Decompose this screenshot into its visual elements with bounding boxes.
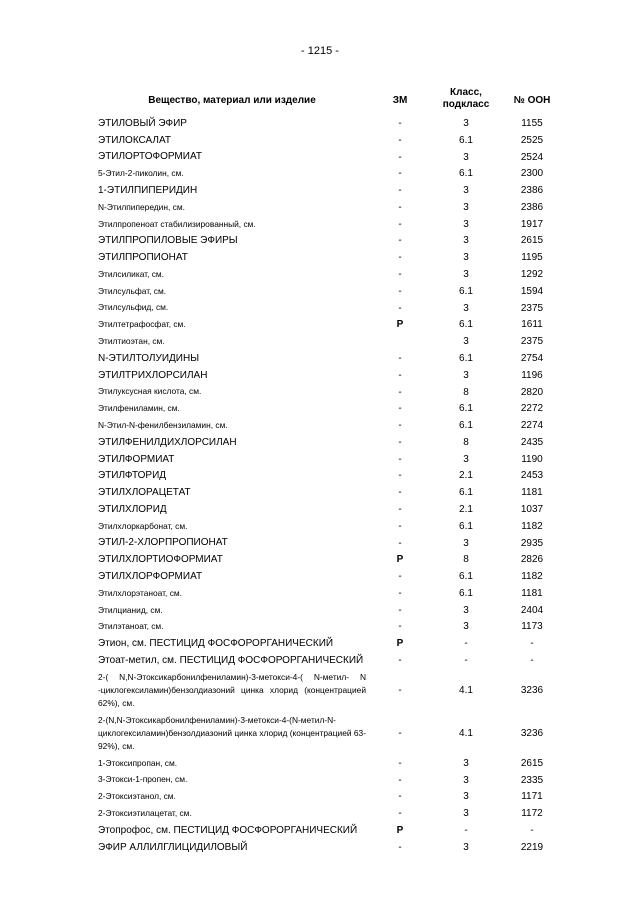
row-class: 3 xyxy=(463,453,469,465)
row-substance-name: 2-Этоксиэтанол, см. xyxy=(98,791,176,802)
row-un-number: 1181 xyxy=(521,487,543,499)
table-row xyxy=(98,568,578,585)
row-class: 6.1 xyxy=(459,487,473,499)
row-class: 3 xyxy=(463,621,469,633)
row-zm: - xyxy=(398,571,402,583)
row-class: 3 xyxy=(463,118,469,129)
row-substance-name: Этилсульфид, см. xyxy=(98,302,169,313)
row-class: 2.1 xyxy=(459,470,473,482)
table-row xyxy=(98,484,578,501)
row-class: 3 xyxy=(463,791,469,803)
row-zm: - xyxy=(398,841,402,853)
table-row xyxy=(98,216,578,233)
row-substance-name: 1-Этоксипропан, см. xyxy=(98,757,178,768)
row-zm: - xyxy=(398,453,402,465)
row-zm: - xyxy=(398,151,402,163)
row-zm: - xyxy=(398,470,402,482)
row-substance-name: Этилэтаноат, см. xyxy=(98,621,164,632)
row-class: 8 xyxy=(463,554,469,566)
row-un-number: 2272 xyxy=(520,403,544,415)
row-substance-name: Этион, см. ПЕСТИЦИД ФОСФОРОРГАНИЧЕСКИЙ xyxy=(98,638,334,650)
row-substance-name: ЭТИЛХЛОРФОРМИАТ xyxy=(98,570,203,582)
row-class: 3 xyxy=(463,841,469,853)
row-zm: - xyxy=(398,774,402,786)
row-class: 3 xyxy=(463,808,469,820)
table-row xyxy=(98,132,578,149)
table-row xyxy=(98,350,578,367)
row-zm: - xyxy=(398,252,402,264)
row-un-number: - xyxy=(530,638,534,650)
row-un-number: 2404 xyxy=(520,604,544,616)
row-class: 2.1 xyxy=(459,503,473,515)
row-substance-name: Этопрофос, см. ПЕСТИЦИД ФОСФОРОРГАНИЧЕСКИЙ xyxy=(98,824,358,836)
row-un-number: 1181 xyxy=(521,587,543,599)
row-un-number: 1171 xyxy=(521,791,543,803)
row-substance-name: Этилфениламин, см. xyxy=(98,403,180,414)
table-row xyxy=(98,551,578,568)
row-un-number: 1195 xyxy=(521,252,543,264)
row-zm: - xyxy=(398,727,402,739)
row-substance-name: 2-( N,N-Этоксикарбонилфениламин)-3-метокси-4-( N-метил- N -циклогексиламин)бензолдиазоний цинка хлорид (концентрацией 62%), см. xyxy=(98,671,366,708)
page-number: - 1215 - xyxy=(301,45,339,57)
row-zm: - xyxy=(398,302,402,314)
row-substance-name: ЭТИЛОРТОФОРМИАТ xyxy=(98,151,202,163)
row-zm: - xyxy=(398,520,402,532)
header-class-line2: подкласс xyxy=(442,99,490,110)
row-substance-name: Этилхлорэтаноат, см. xyxy=(98,587,182,598)
row-zm: - xyxy=(398,587,402,599)
table-row xyxy=(98,602,578,619)
row-class: 6.1 xyxy=(459,285,473,297)
table-row xyxy=(98,400,578,417)
row-class: 6.1 xyxy=(459,571,473,583)
row-substance-name: 5-Этил-2-пиколин, см. xyxy=(98,168,184,179)
row-un-number: 1182 xyxy=(521,520,543,532)
table-row xyxy=(98,367,578,384)
table-row xyxy=(98,805,578,822)
row-un-number: 2375 xyxy=(520,302,544,314)
row-un-number: 3236 xyxy=(520,684,544,696)
table-row xyxy=(98,316,578,333)
row-un-number: 2826 xyxy=(520,554,544,566)
row-un-number: 2219 xyxy=(520,841,544,853)
table-row xyxy=(98,232,578,249)
row-class: 6.1 xyxy=(459,587,473,599)
row-class: 3 xyxy=(463,218,469,230)
row-substance-name: ЭФИР АЛЛИЛГЛИЦИДИЛОВЫЙ xyxy=(98,841,248,853)
row-substance-name: ЭТИЛПРОПИЛОВЫЕ ЭФИРЫ xyxy=(98,235,238,247)
row-class: - xyxy=(464,638,468,650)
table-row xyxy=(98,165,578,182)
row-zm: - xyxy=(398,487,402,499)
row-substance-name: ЭТИЛХЛОРТИОФОРМИАТ xyxy=(98,554,223,566)
row-class: 6.1 xyxy=(459,403,473,415)
row-class: 3 xyxy=(463,757,469,769)
row-class: - xyxy=(464,824,468,836)
row-un-number: - xyxy=(530,655,534,666)
row-un-number: 2524 xyxy=(520,151,544,163)
row-class: 8 xyxy=(463,436,469,448)
row-zm: - xyxy=(398,604,402,616)
row-un-number: 2300 xyxy=(520,168,544,180)
row-class: 3 xyxy=(463,235,469,247)
table-row xyxy=(98,199,578,216)
row-un-number: 2615 xyxy=(520,757,544,769)
table-row xyxy=(98,266,578,283)
row-un-number: 2335 xyxy=(520,774,544,786)
table-row xyxy=(98,585,578,602)
row-class: - xyxy=(464,655,468,666)
row-substance-name: ЭТИЛФТОРИД xyxy=(98,470,167,482)
row-zm: - xyxy=(398,185,402,197)
row-substance-name: Этилпропеноат стабилизированный, см. xyxy=(98,218,256,229)
row-zm: - xyxy=(398,757,402,769)
row-substance-name: ЭТИЛФЕНИЛДИХЛОРСИЛАН xyxy=(98,436,237,448)
row-un-number: 2935 xyxy=(520,537,544,549)
row-un-number: 2453 xyxy=(520,470,544,482)
table-row xyxy=(98,839,578,856)
row-substance-name: 2-Этоксиэтилацетат, см. xyxy=(98,808,192,819)
table-row xyxy=(98,115,578,132)
row-un-number: 1037 xyxy=(520,503,544,515)
table-row xyxy=(98,149,578,166)
row-class: 3 xyxy=(463,302,469,314)
row-class: 6.1 xyxy=(459,352,473,364)
row-zm: - xyxy=(398,218,402,230)
row-zm: - xyxy=(398,285,402,297)
row-un-number: 2754 xyxy=(520,352,544,364)
row-substance-name: ЭТИЛФОРМИАТ xyxy=(98,453,175,465)
row-substance-name: ЭТИЛХЛОРАЦЕТАТ xyxy=(98,487,191,499)
row-un-number: 2435 xyxy=(520,436,544,448)
row-substance-name: ЭТИЛОКСАЛАТ xyxy=(98,134,171,146)
row-un-number: 1155 xyxy=(521,118,543,129)
row-un-number: 1172 xyxy=(521,808,543,820)
row-un-number: 1196 xyxy=(521,369,543,381)
row-un-number: 1292 xyxy=(520,269,544,281)
row-un-number: 1190 xyxy=(521,453,543,465)
row-class: 4.1 xyxy=(459,684,473,696)
row-substance-name: Этилцианид, см. xyxy=(98,604,163,615)
row-zm: - xyxy=(398,537,402,549)
table-row xyxy=(98,535,578,552)
row-zm: - xyxy=(398,791,402,803)
row-zm: - xyxy=(398,369,402,381)
row-substance-name: Этилсиликат, см. xyxy=(98,268,165,279)
row-zm: - xyxy=(398,269,402,281)
row-un-number: - xyxy=(530,824,534,836)
header-name: Вещество, материал или изделие xyxy=(148,95,316,106)
header-zm: ЗМ xyxy=(392,95,408,106)
row-class: 6.1 xyxy=(459,520,473,532)
row-class: 3 xyxy=(463,604,469,616)
row-zm: - xyxy=(398,201,402,213)
row-un-number: 1182 xyxy=(521,571,543,583)
row-un-number: 2274 xyxy=(520,420,544,432)
table-row xyxy=(98,451,578,468)
table-row xyxy=(98,618,578,635)
row-zm: - xyxy=(398,684,402,696)
row-substance-name: Этилхлоркарбонат, см. xyxy=(98,520,188,531)
row-un-number: 2386 xyxy=(520,201,544,213)
row-substance-name: N-ЭТИЛТОЛУИДИНЫ xyxy=(98,352,200,364)
row-class: 6.1 xyxy=(459,319,473,331)
row-zm: - xyxy=(398,352,402,364)
row-class: 3 xyxy=(463,369,469,381)
table-row xyxy=(98,755,578,772)
header-un-number: № ООН xyxy=(513,95,551,106)
table-row xyxy=(98,417,578,434)
table-row xyxy=(98,652,578,669)
table-row xyxy=(98,434,578,451)
table-row xyxy=(98,788,578,805)
row-zm: - xyxy=(398,235,402,247)
row-class: 3 xyxy=(463,151,469,163)
row-class: 3 xyxy=(463,269,469,281)
row-substance-name: ЭТИЛТРИХЛОРСИЛАН xyxy=(98,369,208,381)
table-row xyxy=(98,669,578,712)
table-row xyxy=(98,772,578,789)
header-class-line1: Класс, xyxy=(450,87,482,98)
row-zm: - xyxy=(398,168,402,180)
table-row xyxy=(98,182,578,199)
row-class: 6.1 xyxy=(459,134,473,146)
row-substance-name: N-Этил-N-фенилбензиламин, см. xyxy=(98,419,228,430)
row-substance-name: Этилтиоэтан, см. xyxy=(98,336,165,347)
row-substance-name: Этилтетрафосфат, см. xyxy=(98,319,186,330)
row-substance-name: Этоат-метил, см. ПЕСТИЦИД ФОСФОРОРГАНИЧЕСКИЙ xyxy=(98,654,364,666)
table-row xyxy=(98,822,578,839)
row-class: 3 xyxy=(463,537,469,549)
row-class: 3 xyxy=(463,336,469,348)
row-class: 8 xyxy=(463,386,469,398)
table-row xyxy=(98,501,578,518)
row-zm: Р xyxy=(396,824,404,836)
substance-table xyxy=(98,115,578,855)
header-class xyxy=(434,87,498,111)
row-zm: Р xyxy=(396,319,404,331)
row-zm: - xyxy=(398,621,402,633)
row-un-number: 1173 xyxy=(521,621,543,633)
row-zm: - xyxy=(398,655,402,666)
row-substance-name: Этилсульфат, см. xyxy=(98,285,167,296)
row-un-number: 2375 xyxy=(520,336,544,348)
table-row xyxy=(98,283,578,300)
row-zm: - xyxy=(398,118,402,129)
row-class: 4.1 xyxy=(459,727,473,739)
row-un-number: 1594 xyxy=(520,285,544,297)
table-row xyxy=(98,249,578,266)
row-un-number: 2820 xyxy=(520,386,544,398)
row-un-number: 2386 xyxy=(520,185,544,197)
table-header xyxy=(98,87,578,117)
row-un-number: 2525 xyxy=(520,134,544,146)
row-substance-name: ЭТИЛОВЫЙ ЭФИР xyxy=(98,117,187,129)
table-row xyxy=(98,384,578,401)
row-substance-name: ЭТИЛХЛОРИД xyxy=(98,503,167,515)
row-class: 3 xyxy=(463,774,469,786)
row-class: 3 xyxy=(463,252,469,264)
row-substance-name: 2-(N,N-Этоксикарбонилфениламин)-3-метокси-4-(N-метил-N-циклогексиламин)бензолдиазоний цинка хлорид (концентрацией 63-92%), см. xyxy=(98,714,366,751)
row-substance-name: Этилуксусная кислота, см. xyxy=(98,386,202,397)
row-zm: - xyxy=(398,436,402,448)
row-zm: Р xyxy=(396,554,404,566)
row-zm: - xyxy=(398,386,402,398)
row-class: 6.1 xyxy=(459,420,473,432)
row-zm: - xyxy=(398,134,402,146)
row-class: 6.1 xyxy=(459,168,473,180)
row-substance-name: ЭТИЛПРОПИОНАТ xyxy=(98,252,188,264)
row-zm: - xyxy=(398,503,402,515)
row-substance-name: ЭТИЛ-2-ХЛОРПРОПИОНАТ xyxy=(98,537,228,549)
table-row xyxy=(98,300,578,317)
row-zm: Р xyxy=(396,638,404,650)
row-un-number: 1611 xyxy=(521,319,543,331)
table-row xyxy=(98,712,578,755)
row-un-number: 1917 xyxy=(520,218,544,230)
row-class: 3 xyxy=(463,201,469,213)
row-zm: - xyxy=(398,808,402,820)
table-row xyxy=(98,518,578,535)
row-substance-name: 3-Этокси-1-пропен, см. xyxy=(98,774,188,785)
table-row xyxy=(98,333,578,350)
row-un-number: 2615 xyxy=(520,235,544,247)
row-class: 3 xyxy=(463,185,469,197)
row-zm: - xyxy=(398,403,402,415)
table-row xyxy=(98,635,578,652)
row-zm: - xyxy=(398,420,402,432)
row-un-number: 3236 xyxy=(520,727,544,739)
table-row xyxy=(98,467,578,484)
row-substance-name: 1-ЭТИЛПИПЕРИДИН xyxy=(98,185,198,197)
row-substance-name: N-Этилпипередин, см. xyxy=(98,201,185,212)
